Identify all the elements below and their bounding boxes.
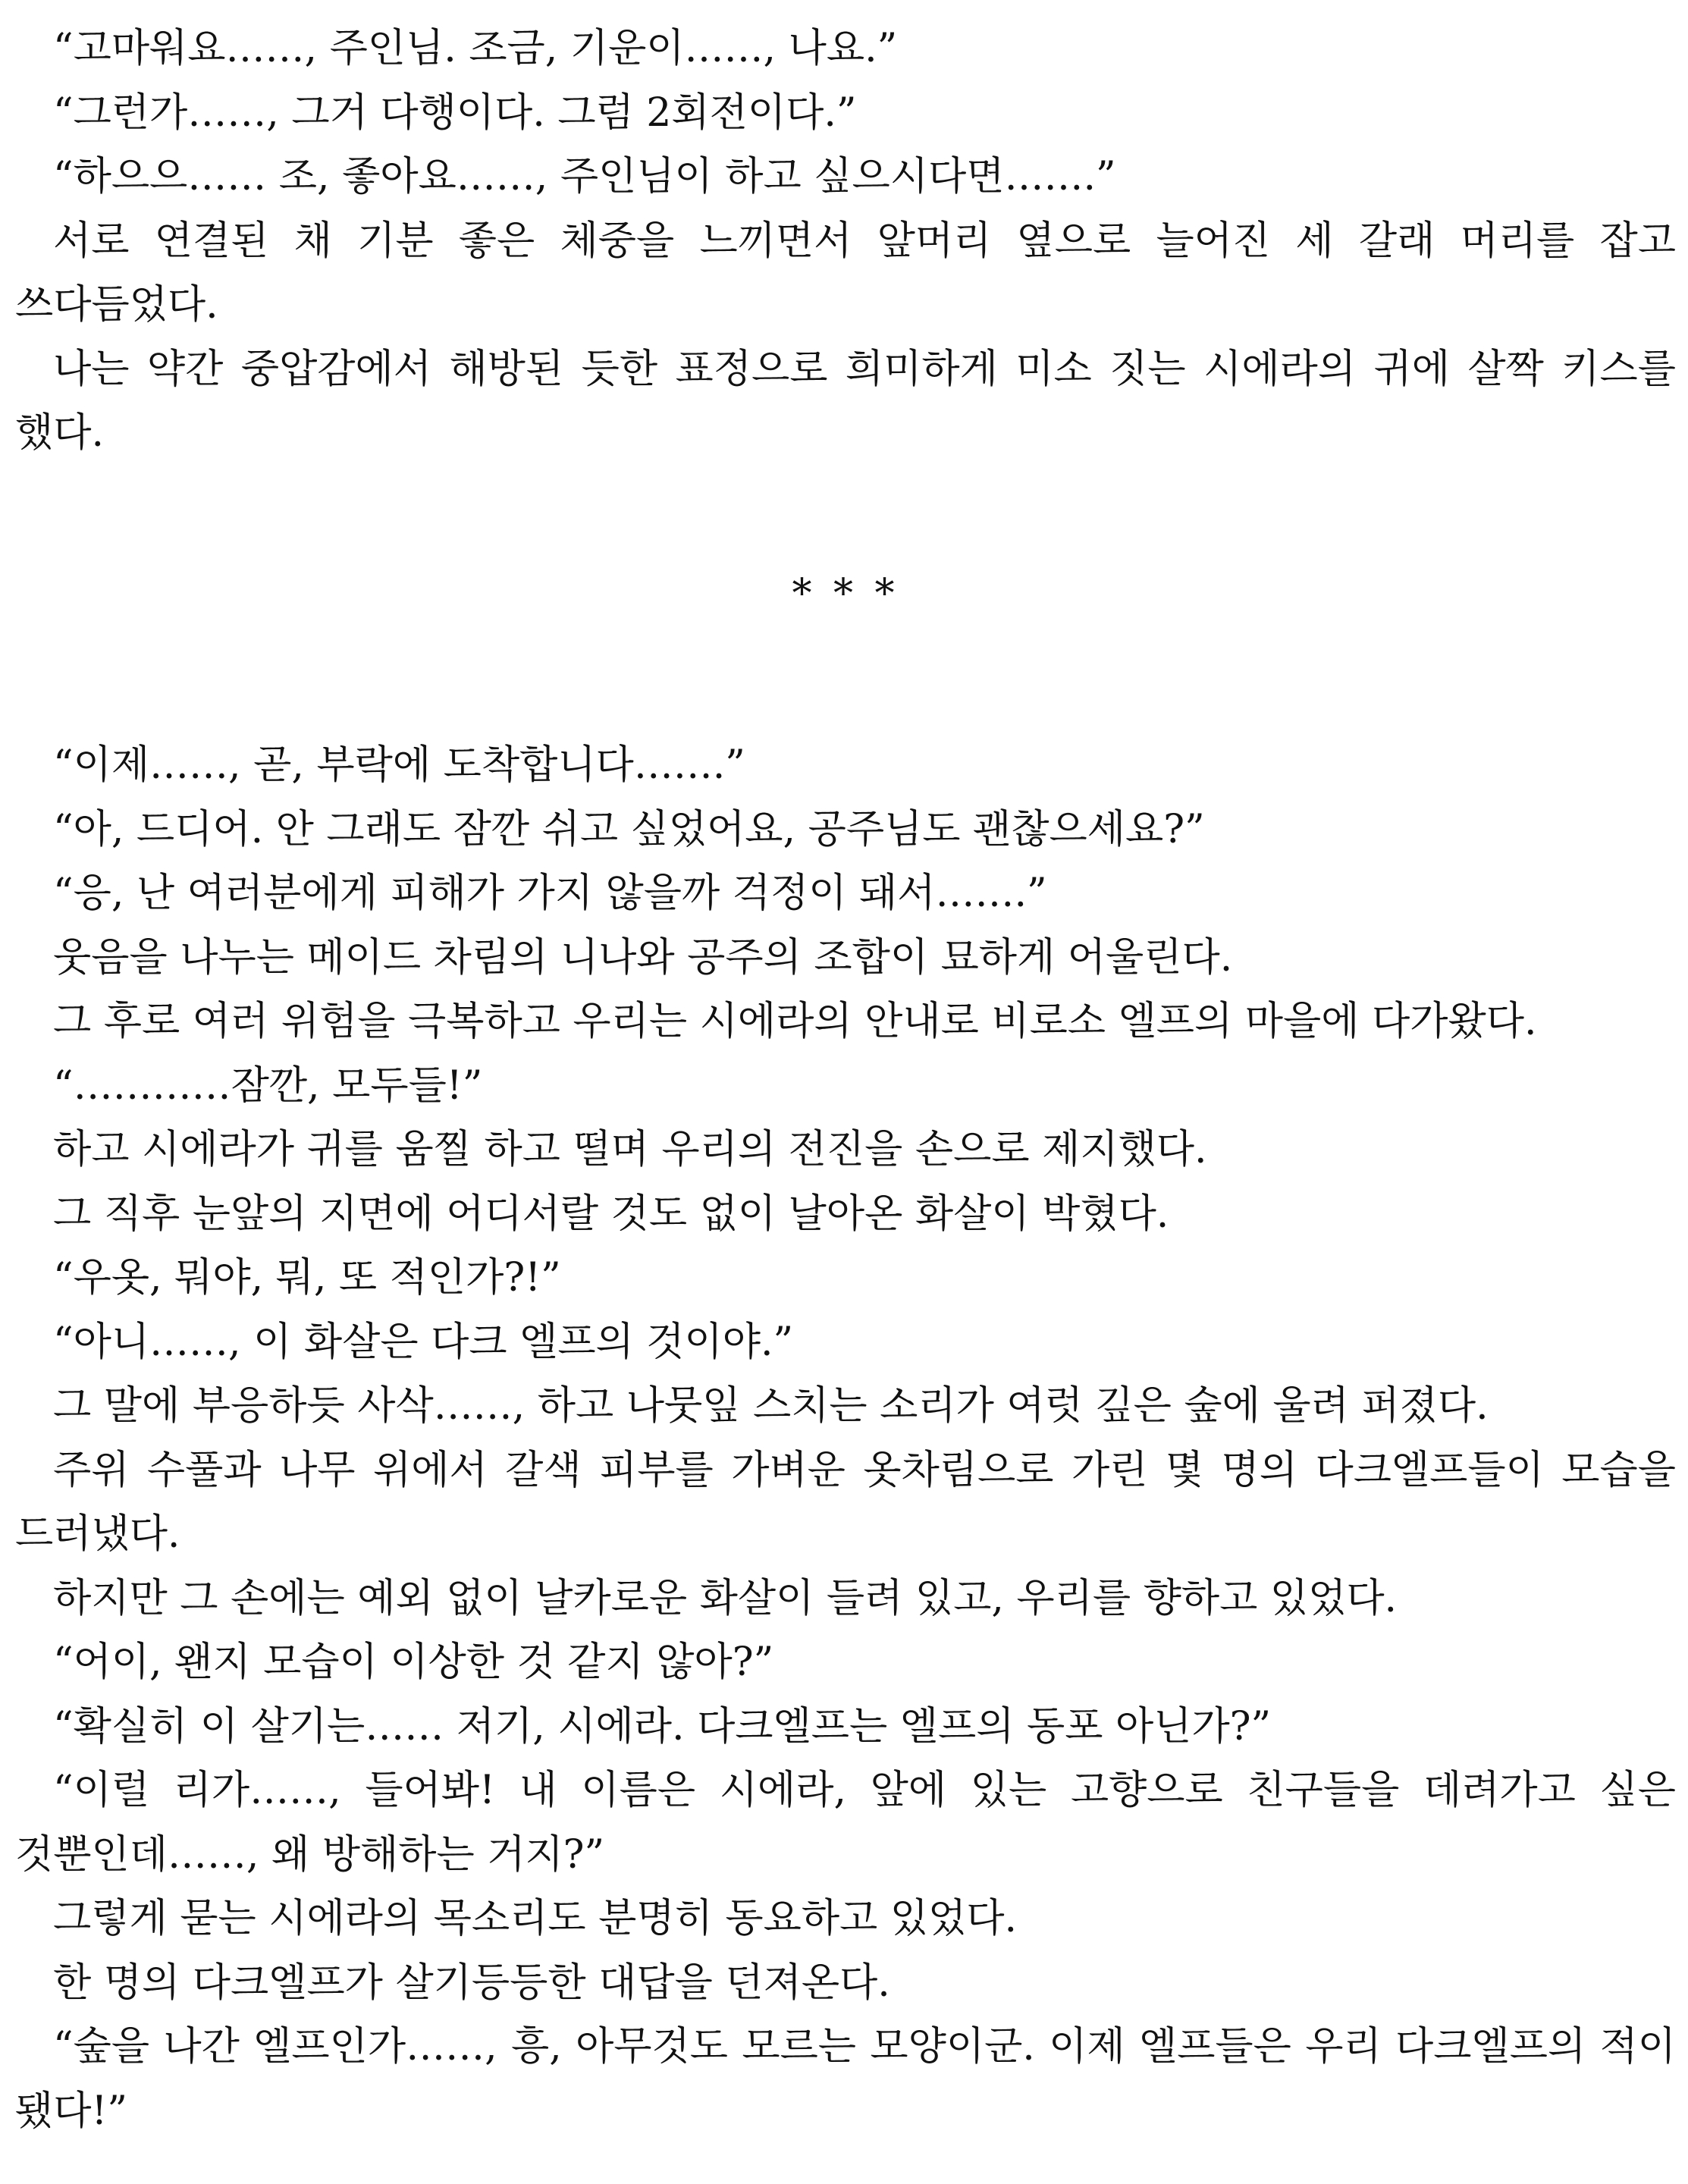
paragraph: “고마워요……, 주인님. 조금, 기운이……, 나요.”	[53, 26, 898, 71]
paragraph: “이럴 리가……, 들어봐! 내 이름은 시에라, 앞에 있는 고향으로 친구들을 데려가고 싶은 것뿐인데……, 왜 방해하는 거지?”	[15, 1768, 1676, 1878]
paragraph: “하으으…… 조, 좋아요……, 주인님이 하고 싶으시다면…….”	[53, 154, 1116, 199]
paragraph: “아니……, 이 화살은 다크 엘프의 것이야.”	[53, 1319, 794, 1365]
paragraph: “숲을 나간 엘프인가……, 흥, 아무것도 모르는 모양이군. 이제 엘프들은 우리 다크엘프의 적이 됐다!”	[15, 2024, 1676, 2134]
paragraph: “응, 난 여러분에게 피해가 가지 않을까 걱정이 돼서…….”	[53, 871, 1047, 916]
section-1	[15, 17, 1676, 466]
paragraph: “아, 드디어. 안 그래도 잠깐 쉬고 싶었어요, 공주님도 괜찮으세요?”	[53, 806, 1205, 852]
paragraph: 서로 연결된 채 기분 좋은 체중을 느끼면서 앞머리 옆으로 늘어진 세 갈래 머리를 잡고 쓰다듬었다.	[15, 218, 1676, 328]
paragraph: 그 직후 눈앞의 지면에 어디서랄 것도 없이 날아온 화살이 박혔다.	[53, 1191, 1169, 1237]
paragraph: 하고 시에라가 귀를 움찔 하고 떨며 우리의 전진을 손으로 제지했다.	[53, 1127, 1207, 1172]
paragraph: “이제……, 곧, 부락에 도착합니다…….”	[53, 742, 745, 788]
paragraph: 나는 약간 중압감에서 해방된 듯한 표정으로 희미하게 미소 짓는 시에라의 귀에 살짝 키스를 했다.	[15, 346, 1676, 456]
novel-page	[15, 17, 1676, 2143]
scene-break: * * *	[792, 570, 899, 617]
spacer	[15, 626, 1676, 733]
section-2	[15, 733, 1676, 2143]
paragraph: “그런가……, 그거 다행이다. 그럼 2회전이다.”	[53, 89, 857, 136]
paragraph: 하지만 그 손에는 예외 없이 날카로운 화살이 들려 있고, 우리를 향하고 있었다.	[53, 1575, 1398, 1621]
paragraph: 그 말에 부응하듯 사삭……, 하고 나뭇잎 스치는 소리가 여럿 깊은 숲에 울려 퍼졌다.	[53, 1383, 1489, 1429]
spacer	[15, 466, 1676, 562]
paragraph: 주위 수풀과 나무 위에서 갈색 피부를 가벼운 옷차림으로 가린 몇 명의 다크엘프들이 모습을 드러냈다.	[15, 1447, 1676, 1557]
paragraph: “확실히 이 살기는…… 저기, 시에라. 다크엘프는 엘프의 동포 아닌가?”	[53, 1703, 1272, 1749]
paragraph: “우옷, 뭐야, 뭐, 또 적인가?!”	[53, 1255, 561, 1301]
paragraph: 그렇게 묻는 시에라의 목소리도 분명히 동요하고 있었다.	[53, 1896, 1018, 1941]
paragraph: “어이, 왠지 모습이 이상한 것 같지 않아?”	[53, 1640, 774, 1685]
paragraph: 한 명의 다크엘프가 살기등등한 대답을 던져온다.	[53, 1960, 890, 2006]
paragraph: 그 후로 여러 위험을 극복하고 우리는 시에라의 안내로 비로소 엘프의 마을에 다가왔다.	[53, 999, 1537, 1044]
paragraph: “…………잠깐, 모두들!”	[53, 1062, 483, 1109]
paragraph: 웃음을 나누는 메이드 차림의 니나와 공주의 조합이 묘하게 어울린다.	[53, 934, 1233, 981]
